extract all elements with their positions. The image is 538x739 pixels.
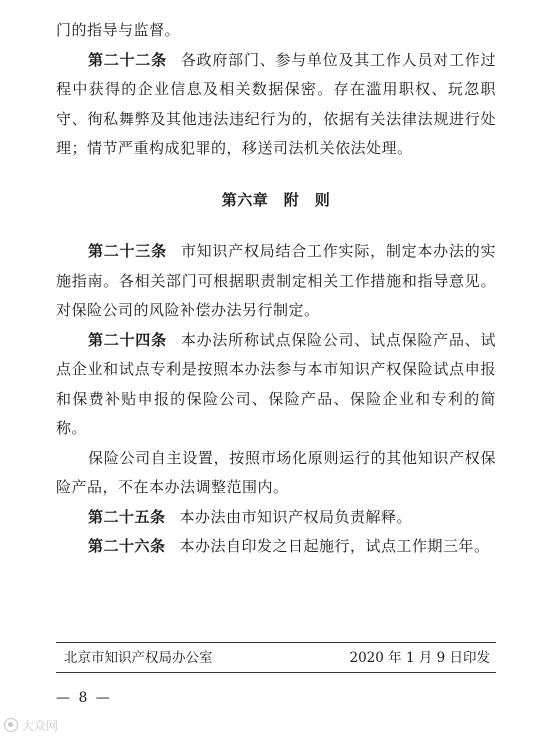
- weibo-logo-icon: [4, 718, 18, 732]
- article-text: 各政府部门、参与单位及其工作人员对工作过程中获得的企业信息及相关数据保密。存在滥用职权、玩忽职守、徇私舞弊及其他违法违纪行为的，依据有关法律法规进行处理；情节严重构成犯罪的，移送司法机关依法处理。: [56, 50, 496, 157]
- footer-issuance: [64, 646, 490, 670]
- paragraph-text: 保险公司自主设置，按照市场化原则运行的其他知识产权保险产品，不在本办法调整范围内。: [56, 448, 496, 496]
- article-23: [56, 237, 496, 326]
- article-number: 第二十六条: [88, 537, 166, 555]
- footer-bottom-rule: [56, 672, 496, 673]
- article-text: 市知识产权局结合工作实际，制定本办法的实施指南。各相关部门可根据职责制定相关工作措施和指导意见。对保险公司的风险补偿办法另行制定。: [56, 242, 496, 319]
- footer-top-rule: [56, 642, 496, 643]
- chapter-title: 第六章 附 则: [221, 190, 331, 209]
- article-number: 第二十五条: [88, 507, 166, 526]
- page-number: — 8 —: [56, 690, 112, 706]
- article-25: [56, 503, 496, 533]
- article-text: 本办法所称试点保险公司、试点保险产品、试点企业和试点专利是按照本办法参与本市知识产权保险试点申报和保费补贴申报的保险公司、保险产品、保险企业和专利的简称。: [56, 330, 496, 437]
- paragraph-plain: [56, 444, 496, 503]
- article-number: 第二十二条: [88, 50, 167, 69]
- watermark-text: 大众网: [22, 718, 59, 733]
- paragraph-continuation: [56, 16, 496, 46]
- issuer-name: 北京市知识产权局办公室: [64, 650, 213, 666]
- paragraph-text: 门的指导与监督。: [56, 21, 181, 39]
- issue-date: 2020 年 1 月 9 日印发: [349, 650, 490, 666]
- article-22: [56, 46, 496, 164]
- article-24: [56, 326, 496, 444]
- article-text: 本办法由市知识产权局负责解释。: [179, 507, 413, 526]
- document-body: [56, 16, 496, 562]
- article-text: 本办法自印发之日起施行，试点工作期三年。: [179, 537, 490, 555]
- watermark: [4, 715, 58, 735]
- article-number: 第二十四条: [88, 330, 167, 349]
- article-number: 第二十三条: [88, 242, 167, 260]
- article-26: [56, 532, 496, 562]
